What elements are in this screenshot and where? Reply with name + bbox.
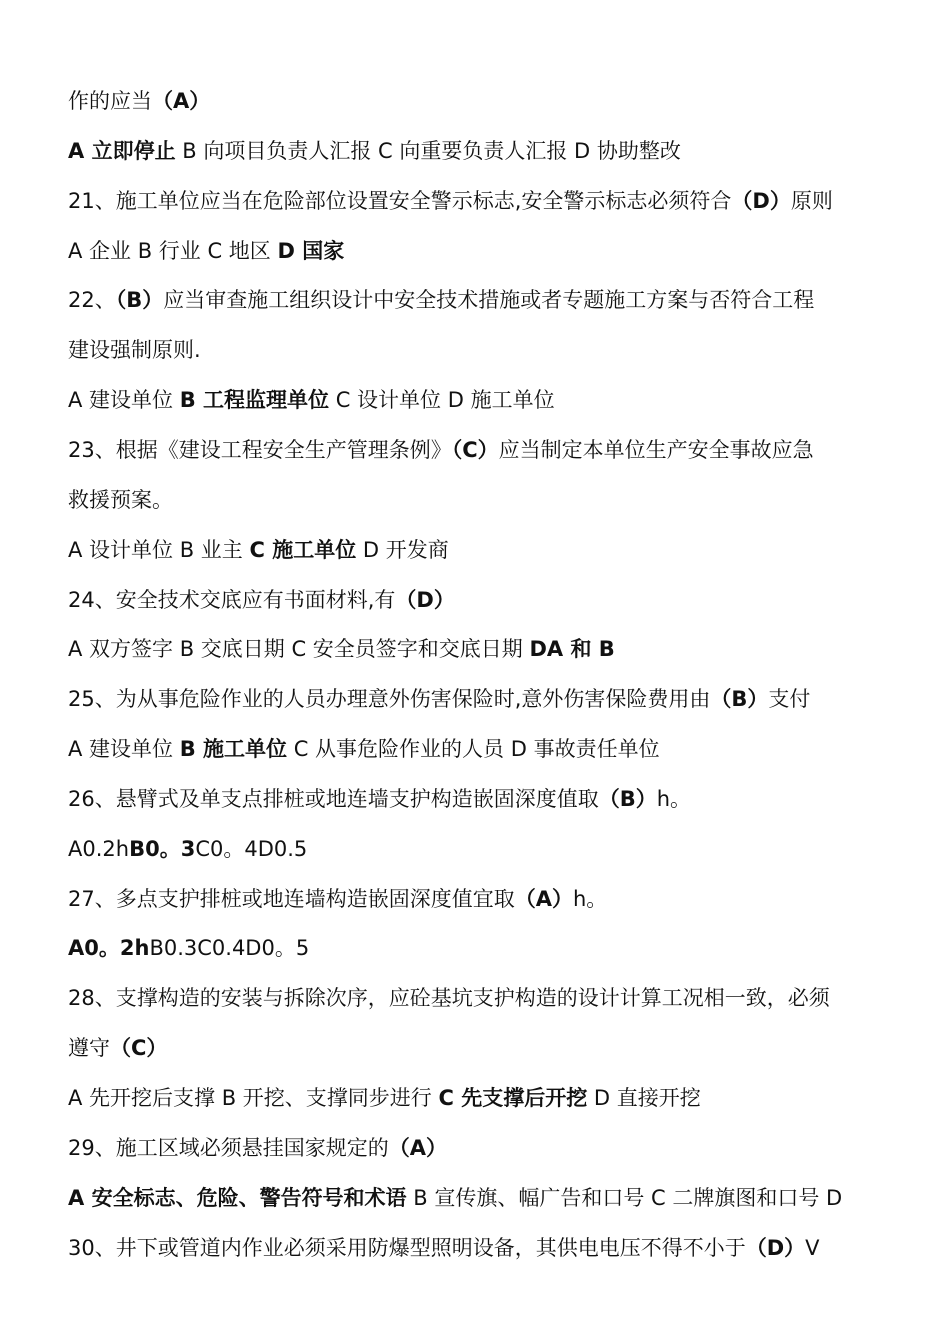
text-segment: h。 (573, 886, 608, 911)
text-line (68, 983, 890, 1013)
bold-text-segment: D 国家 (277, 238, 345, 263)
text-line (68, 86, 890, 116)
text-segment: A 先开挖后支撑 B 开挖、支撑同步进行 (68, 1086, 439, 1110)
text-segment: C 设计单位 D 施工单位 (329, 388, 555, 413)
bold-text-segment: （B） (598, 786, 657, 811)
text-line (68, 734, 890, 764)
text-segment: 遵守 (68, 1036, 110, 1061)
text-segment: 28、支撑构造的安装与拆除次序，应砼基坑支护构造的设计计算工况相一致，必须 (68, 986, 830, 1011)
bold-text-segment: （A） (152, 89, 211, 113)
text-line (68, 186, 890, 216)
bold-text-segment: A0。2h (68, 936, 150, 961)
bold-text-segment: （C） (110, 1036, 168, 1061)
bold-text-segment: （D） (395, 587, 455, 612)
text-line (68, 585, 890, 615)
text-line (68, 435, 890, 465)
text-segment: A 设计单位 B 业主 (68, 537, 250, 562)
text-segment: 29、施工区域必须悬挂国家规定的 (68, 1135, 389, 1160)
text-line (68, 684, 890, 714)
bold-text-segment: （A） (514, 886, 573, 911)
text-segment: 27、多点支护排桩或地连墙构造嵌固深度值宜取 (68, 886, 515, 911)
bold-text-segment: （D） (731, 188, 791, 213)
text-segment: V (805, 1235, 820, 1260)
bold-text-segment: （A） (388, 1135, 447, 1160)
bold-text-segment: （C） (451, 437, 499, 462)
text-segment: B0.3C0.4D0。5 (149, 936, 310, 961)
text-segment: A 企业 B 行业 C 地区 (68, 238, 278, 263)
text-line (68, 1133, 890, 1163)
text-segment: 支付 (768, 687, 811, 712)
text-segment: 原则 (790, 188, 833, 213)
text-segment: C0。4D0.5 (195, 836, 308, 861)
text-line (68, 634, 890, 664)
text-segment: A0.2h (68, 836, 130, 861)
text-segment: 应当审查施工组织设计中安全技术措施或者专题施工方案与否符合工程 (163, 288, 815, 313)
text-segment: 30、井下或管道内作业必须采用防爆型照明设备，其供电电压不得不小于 (68, 1235, 746, 1260)
text-segment: B 向项目负责人汇报 C 向重要负责人汇报 D 协助整改 (175, 138, 681, 163)
text-segment: D 直接开挖 (587, 1086, 701, 1110)
bold-text-segment: C 先支撑后开挖 (438, 1086, 588, 1110)
bold-text-segment: A 安全标志、危险、警告符号和术语 (68, 1185, 407, 1210)
text-line (68, 884, 890, 914)
text-segment: C 从事危险作业的人员 D 事故责任单位 (287, 737, 660, 762)
text-line (68, 236, 890, 266)
bold-text-segment: A 立即停止 (68, 138, 176, 163)
text-segment: A 双方签字 B 交底日期 C 安全员签字和交底日期 (68, 637, 530, 662)
bold-text-segment: B 施工单位 (179, 737, 288, 762)
bold-text-segment: C 施工单位 (249, 537, 357, 562)
text-line (68, 1033, 890, 1063)
text-segment: 建设强制原则. (68, 338, 201, 363)
text-line (68, 1183, 890, 1213)
text-segment: B 宣传旗、幅广告和口号 C 二牌旗图和口号 D (406, 1185, 843, 1210)
text-line (68, 385, 890, 415)
text-line (68, 485, 890, 515)
text-segment: D 开发商 (356, 537, 449, 562)
text-segment: 22、 (68, 288, 116, 313)
bold-text-segment: DA 和 B (529, 637, 615, 662)
text-segment: 25、为从事危险作业的人员办理意外伤害保险时,意外伤害保险费用由 (68, 687, 711, 712)
bold-text-segment: （B） (710, 687, 769, 712)
text-line (68, 1233, 890, 1263)
text-segment: 作的应当 (68, 89, 152, 113)
bold-text-segment: （B） (115, 288, 164, 313)
text-line (68, 1083, 890, 1113)
text-line (68, 335, 890, 365)
text-segment: 24、安全技术交底应有书面材料,有 (68, 587, 396, 612)
text-line (68, 834, 890, 864)
text-line (68, 535, 890, 565)
bold-text-segment: B 工程监理单位 (179, 388, 330, 413)
text-segment: A 建设单位 (68, 737, 180, 762)
text-segment: 26、悬臂式及单支点排桩或地连墙支护构造嵌固深度值取 (68, 786, 599, 811)
text-line (68, 784, 890, 814)
text-line (68, 136, 890, 166)
text-segment: 应当制定本单位生产安全事故应急 (498, 437, 814, 462)
text-segment: 23、根据《建设工程安全生产管理条例》 (68, 437, 452, 462)
bold-text-segment: （D） (745, 1235, 806, 1260)
text-line (68, 933, 890, 963)
text-segment: 救援预案。 (68, 487, 173, 512)
text-segment: h。 (656, 786, 692, 811)
text-segment: 21、施工单位应当在危险部位设置安全警示标志,安全警示标志必须符合 (68, 188, 732, 213)
bold-text-segment: B0。3 (129, 836, 196, 861)
text-line (68, 285, 890, 315)
text-segment: A 建设单位 (68, 388, 180, 413)
